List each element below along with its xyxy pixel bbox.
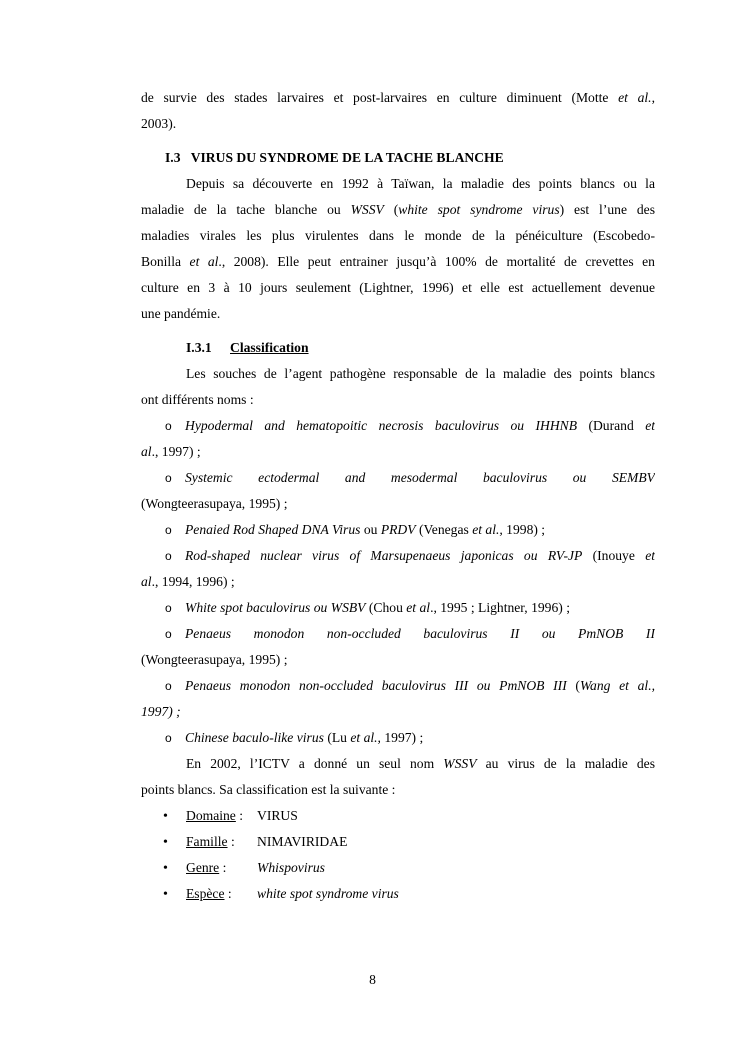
option-marker: o xyxy=(165,601,172,615)
bullet-marker: • xyxy=(163,887,168,902)
option-marker: o xyxy=(165,679,172,693)
list-item-continuation: (Wongteerasupaya, 1995) ; xyxy=(141,652,288,667)
paragraph-line: 2003). xyxy=(141,116,177,131)
classification-list xyxy=(141,803,655,907)
paragraph-line: culture en 3 à 10 jours seulement (Lightner, 1996) et elle est actuellement devenue xyxy=(141,280,655,295)
option-marker: o xyxy=(165,419,172,433)
list-item: o Rod-shaped nuclear virus of Marsupenaeus japonicas ou RV-JP (Inouye et xyxy=(141,543,655,569)
list-item: o Chinese baculo-like virus (Lu et al., 1997) ; xyxy=(141,725,655,751)
document-page xyxy=(141,85,655,907)
classification-item: • Famille : NIMAVIRIDAE xyxy=(141,829,655,855)
bullet-marker: • xyxy=(163,835,168,850)
list-item: o Penaeus monodon non-occluded baculovirus III ou PmNOB III (Wang et al., xyxy=(141,673,655,699)
option-marker: o xyxy=(165,731,172,745)
option-marker: o xyxy=(165,549,172,563)
list-item-continuation: al., 1994, 1996) ; xyxy=(141,574,235,589)
bullet-marker: • xyxy=(163,861,168,876)
paragraph-line: une pandémie. xyxy=(141,306,221,321)
option-marker: o xyxy=(165,627,172,641)
paragraph-line: points blancs. Sa classification est la suivante : xyxy=(141,782,396,797)
bullet-marker: • xyxy=(163,809,168,824)
classification-item: • Espèce : white spot syndrome virus xyxy=(141,881,655,907)
option-marker: o xyxy=(165,471,172,485)
paragraph-line: maladie de la tache blanche ou WSSV (white spot syndrome virus) est l’une des xyxy=(141,202,655,217)
paragraph-line: de survie des stades larvaires et post-larvaires en culture diminuent (Motte et al., xyxy=(141,90,655,105)
list-item-continuation: (Wongteerasupaya, 1995) ; xyxy=(141,496,288,511)
classification-item: • Genre : Whispovirus xyxy=(141,855,655,881)
page-number: 8 xyxy=(369,972,376,987)
list-item: o Penaied Rod Shaped DNA Virus ou PRDV (Venegas et al., 1998) ; xyxy=(141,517,655,543)
paragraph-line: ont différents noms : xyxy=(141,392,254,407)
paragraph-line: Les souches de l’agent pathogène responsable de la maladie des points blancs xyxy=(186,366,655,381)
section-heading: I.3 VIRUS DU SYNDROME DE LA TACHE BLANCHE xyxy=(165,150,504,165)
list-item: o Systemic ectodermal and mesodermal baculovirus ou SEMBV xyxy=(141,465,655,491)
paragraph-line: Depuis sa découverte en 1992 à Taïwan, la maladie des points blancs ou la xyxy=(186,176,655,191)
subsection-heading: I.3.1 Classification xyxy=(186,340,309,355)
paragraph-line: En 2002, l’ICTV a donné un seul nom WSSV au virus de la maladie des xyxy=(186,756,655,771)
paragraph-line: Bonilla et al., 2008). Elle peut entrainer jusqu’à 100% de mortalité de crevettes en xyxy=(141,254,655,269)
classification-item: • Domaine : VIRUS xyxy=(141,803,655,829)
list-item: o White spot baculovirus ou WSBV (Chou et al., 1995 ; Lightner, 1996) ; xyxy=(141,595,655,621)
list-item: o Hypodermal and hematopoitic necrosis baculovirus ou IHHNB (Durand et xyxy=(141,413,655,439)
list-item: o Penaeus monodon non-occluded baculovirus II ou PmNOB II xyxy=(141,621,655,647)
list-item-continuation: 1997) ; xyxy=(141,704,181,719)
list-item-continuation: al., 1997) ; xyxy=(141,444,201,459)
option-marker: o xyxy=(165,523,172,537)
paragraph-line: maladies virales les plus virulentes dans le monde de la pénéiculture (Escobedo- xyxy=(141,228,655,243)
